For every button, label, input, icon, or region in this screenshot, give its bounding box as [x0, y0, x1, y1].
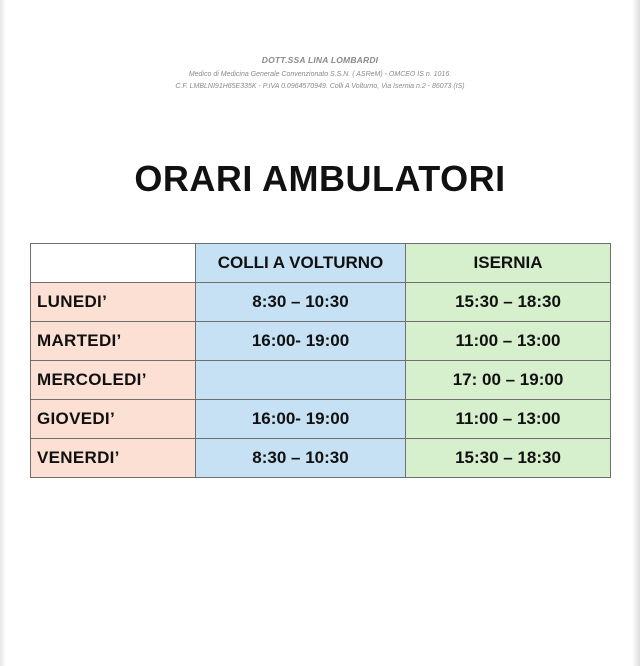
table-header-row [31, 244, 611, 283]
isernia-hours-cell: 17: 00 – 19:00 [406, 361, 611, 400]
isernia-hours-cell: 11:00 – 13:00 [406, 400, 611, 439]
colli-hours-cell: 8:30 – 10:30 [196, 283, 406, 322]
day-cell: LUNEDI’ [31, 283, 196, 322]
colli-hours-cell [196, 361, 406, 400]
day-cell: VENERDI’ [31, 439, 196, 478]
isernia-hours-cell: 11:00 – 13:00 [406, 322, 611, 361]
header-colli-a-volturno: COLLI A VOLTURNO [196, 244, 406, 283]
day-cell: MERCOLEDI’ [31, 361, 196, 400]
header-isernia: ISERNIA [406, 244, 611, 283]
schedule-table [30, 243, 611, 478]
table-row [31, 322, 611, 361]
colli-hours-cell: 8:30 – 10:30 [196, 439, 406, 478]
page-title: ORARI AMBULATORI [134, 158, 506, 199]
page-left-edge [0, 0, 6, 666]
colli-hours-cell: 16:00- 19:00 [196, 400, 406, 439]
header-corner-cell [31, 244, 196, 283]
letterhead-line-1: Medico di Medicina Generale Convenzionato S.S.N. ( ASReM) - OMCEO IS n. 1016. [188, 71, 452, 78]
page-right-edge [632, 0, 640, 666]
day-cell: GIOVEDI’ [31, 400, 196, 439]
table-row [31, 400, 611, 439]
letterhead-line-2: C.F. LMBLNI91H65E335K - P.IVA 0.0964570949. Colli A Volturno, Via Isernia n.2 - 86073 (IS) [175, 83, 465, 90]
isernia-hours-cell: 15:30 – 18:30 [406, 439, 611, 478]
table-row [31, 283, 611, 322]
day-cell: MARTEDI’ [31, 322, 196, 361]
table-row [31, 361, 611, 400]
letterhead [0, 55, 640, 93]
colli-hours-cell: 16:00- 19:00 [196, 322, 406, 361]
isernia-hours-cell: 15:30 – 18:30 [406, 283, 611, 322]
doctor-name: DOTT.SSA LINA LOMBARDI [261, 55, 379, 65]
table-row [31, 439, 611, 478]
